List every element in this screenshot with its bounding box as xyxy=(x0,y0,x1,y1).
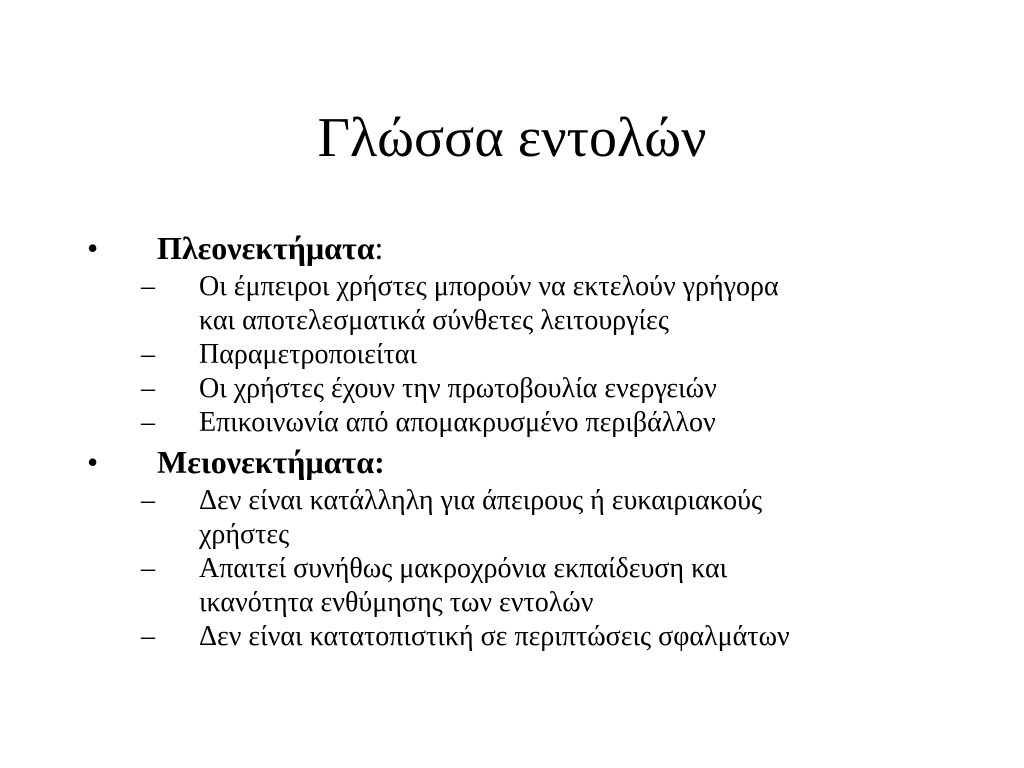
advantage-item-line: Οι έμπειροι χρήστες μπορούν να εκτελούν γρήγορα xyxy=(199,271,779,302)
dash-icon: – xyxy=(141,339,155,370)
dash-icon: – xyxy=(141,271,155,302)
advantage-item-line: Οι χρήστες έχουν την πρωτοβουλία ενεργειών xyxy=(199,373,717,404)
slide-content xyxy=(0,226,1024,654)
bullet-disadvantages xyxy=(0,440,1024,484)
advantage-item xyxy=(0,338,1024,372)
disadvantages-heading-text: Μειονεκτήματα: xyxy=(157,444,385,480)
advantages-heading xyxy=(157,226,383,270)
disadvantage-item-line: χρήστες xyxy=(199,519,290,550)
dash-icon: – xyxy=(141,407,155,438)
advantage-item xyxy=(0,270,1024,338)
advantages-heading-text: Πλεονεκτήματα xyxy=(157,230,375,266)
advantage-item-line: Επικοινωνία από απομακρυσμένο περιβάλλον xyxy=(199,407,716,438)
bullet-icon: • xyxy=(87,230,99,266)
dash-icon: – xyxy=(141,485,155,516)
advantage-item-line: Παραμετροποιείται xyxy=(199,339,417,370)
disadvantage-item xyxy=(0,552,1024,620)
disadvantage-item-line: Δεν είναι κατάλληλη για άπειρους ή ευκαιριακούς xyxy=(199,485,763,516)
advantage-item xyxy=(0,372,1024,406)
advantage-item-line: και αποτελεσματικά σύνθετες λειτουργίες xyxy=(199,305,669,336)
dash-icon: – xyxy=(141,553,155,584)
bullet-icon: • xyxy=(87,444,99,480)
slide-title: Γλώσσα εντολών xyxy=(317,107,707,169)
dash-icon: – xyxy=(141,373,155,404)
advantage-item xyxy=(0,406,1024,440)
disadvantage-item-line: Απαιτεί συνήθως μακροχρόνια εκπαίδευση και xyxy=(199,553,728,584)
bullet-advantages xyxy=(0,226,1024,270)
advantages-heading-colon: : xyxy=(374,230,384,266)
disadvantages-heading xyxy=(157,440,385,484)
disadvantage-item-line: Δεν είναι κατατοπιστική σε περιπτώσεις σφαλμάτων xyxy=(199,621,790,652)
disadvantage-item xyxy=(0,484,1024,552)
disadvantage-item xyxy=(0,620,1024,654)
dash-icon: – xyxy=(141,621,155,652)
disadvantage-item-line: ικανότητα ενθύμησης των εντολών xyxy=(199,587,594,618)
